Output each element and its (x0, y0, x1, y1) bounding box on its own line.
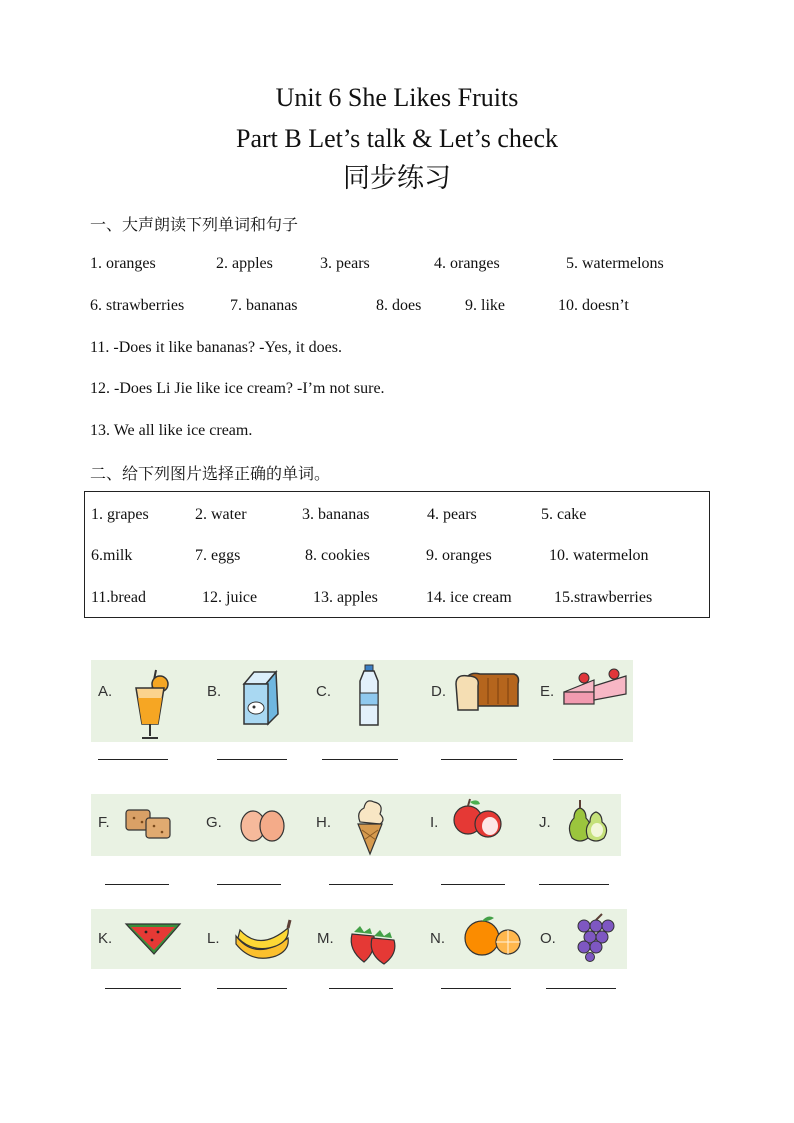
word-bank-item: 13. apples (313, 589, 378, 606)
word-item: 9. like (465, 297, 505, 314)
strawberries-icon (346, 918, 400, 968)
answer-blank-e[interactable] (553, 759, 623, 760)
word-item: 10. doesn’t (558, 297, 629, 314)
answer-blank-h[interactable] (329, 884, 393, 885)
picture-letter: H. (316, 814, 331, 831)
word-item: 5. watermelons (566, 255, 664, 272)
grapes-icon (572, 912, 616, 962)
word-item: 1. oranges (90, 255, 156, 272)
oranges-icon (458, 912, 524, 958)
picture-letter: E. (540, 683, 555, 700)
word-bank-item: 14. ice cream (426, 589, 512, 606)
section1-heading: 一、大声朗读下列单词和句子 (90, 215, 299, 234)
juice-icon (130, 668, 170, 742)
word-bank-item: 3. bananas (302, 506, 370, 523)
sentence-item: 13. We all like ice cream. (90, 422, 253, 439)
apples-icon (450, 796, 506, 840)
word-item: 4. oranges (434, 255, 500, 272)
word-item: 8. does (376, 297, 422, 314)
word-bank-item: 10. watermelon (549, 547, 649, 564)
word-item: 7. bananas (230, 297, 298, 314)
word-item: 2. apples (216, 255, 273, 272)
milk-carton-icon (240, 668, 282, 728)
answer-blank-i[interactable] (441, 884, 505, 885)
picture-letter: D. (431, 683, 446, 700)
picture-letter: F. (98, 814, 110, 831)
worksheet-subtitle: Part B Let’s talk & Let’s check (235, 124, 559, 153)
picture-letter: C. (316, 683, 331, 700)
picture-letter: J. (539, 814, 551, 831)
section2-heading: 二、给下列图片选择正确的单词。 (90, 464, 331, 483)
word-bank-item: 6.milk (91, 547, 133, 564)
sentence-item: 11. -Does it like bananas? -Yes, it does. (90, 339, 342, 356)
picture-letter: A. (98, 683, 113, 700)
picture-letter: M. (317, 930, 334, 947)
answer-blank-m[interactable] (329, 988, 393, 989)
answer-blank-d[interactable] (441, 759, 517, 760)
picture-letter: N. (430, 930, 445, 947)
eggs-icon (238, 806, 288, 844)
answer-blank-j[interactable] (539, 884, 609, 885)
sentence-item: 12. -Does Li Jie like ice cream? -I’m not sure. (90, 380, 385, 397)
water-bottle-icon (356, 663, 382, 729)
word-bank-item: 2. water (195, 506, 247, 523)
answer-blank-c[interactable] (322, 759, 398, 760)
answer-blank-n[interactable] (441, 988, 511, 989)
picture-letter: G. (206, 814, 222, 831)
watermelon-icon (124, 916, 182, 956)
worksheet-title: Unit 6 She Likes Fruits (275, 83, 519, 112)
picture-letter: L. (207, 930, 220, 947)
answer-blank-g[interactable] (217, 884, 281, 885)
word-bank-item: 4. pears (427, 506, 477, 523)
ice-cream-icon (352, 796, 388, 856)
answer-blank-o[interactable] (546, 988, 616, 989)
answer-blank-a[interactable] (98, 759, 168, 760)
word-item: 6. strawberries (90, 297, 185, 314)
answer-blank-l[interactable] (217, 988, 287, 989)
word-bank-item: 1. grapes (91, 506, 149, 523)
bread-icon (454, 670, 520, 712)
picture-letter: O. (540, 930, 556, 947)
word-bank-item: 9. oranges (426, 547, 492, 564)
answer-blank-b[interactable] (217, 759, 287, 760)
cake-icon (560, 664, 630, 708)
bananas-icon (232, 916, 294, 962)
answer-blank-f[interactable] (105, 884, 169, 885)
pears-icon (566, 796, 612, 844)
word-bank-item: 7. eggs (195, 547, 241, 564)
word-bank-item: 12. juice (202, 589, 258, 606)
word-bank-item: 5. cake (541, 506, 587, 523)
picture-letter: B. (207, 683, 222, 700)
word-bank-item: 15.strawberries (554, 589, 653, 606)
picture-letter: K. (98, 930, 113, 947)
word-bank-item: 8. cookies (305, 547, 370, 564)
picture-letter: I. (430, 814, 439, 831)
word-item: 3. pears (320, 255, 370, 272)
word-bank-item: 11.bread (91, 589, 146, 606)
answer-blank-k[interactable] (105, 988, 181, 989)
cookies-icon (124, 806, 174, 842)
worksheet-subtitle-chinese: 同步练习 (343, 163, 451, 194)
